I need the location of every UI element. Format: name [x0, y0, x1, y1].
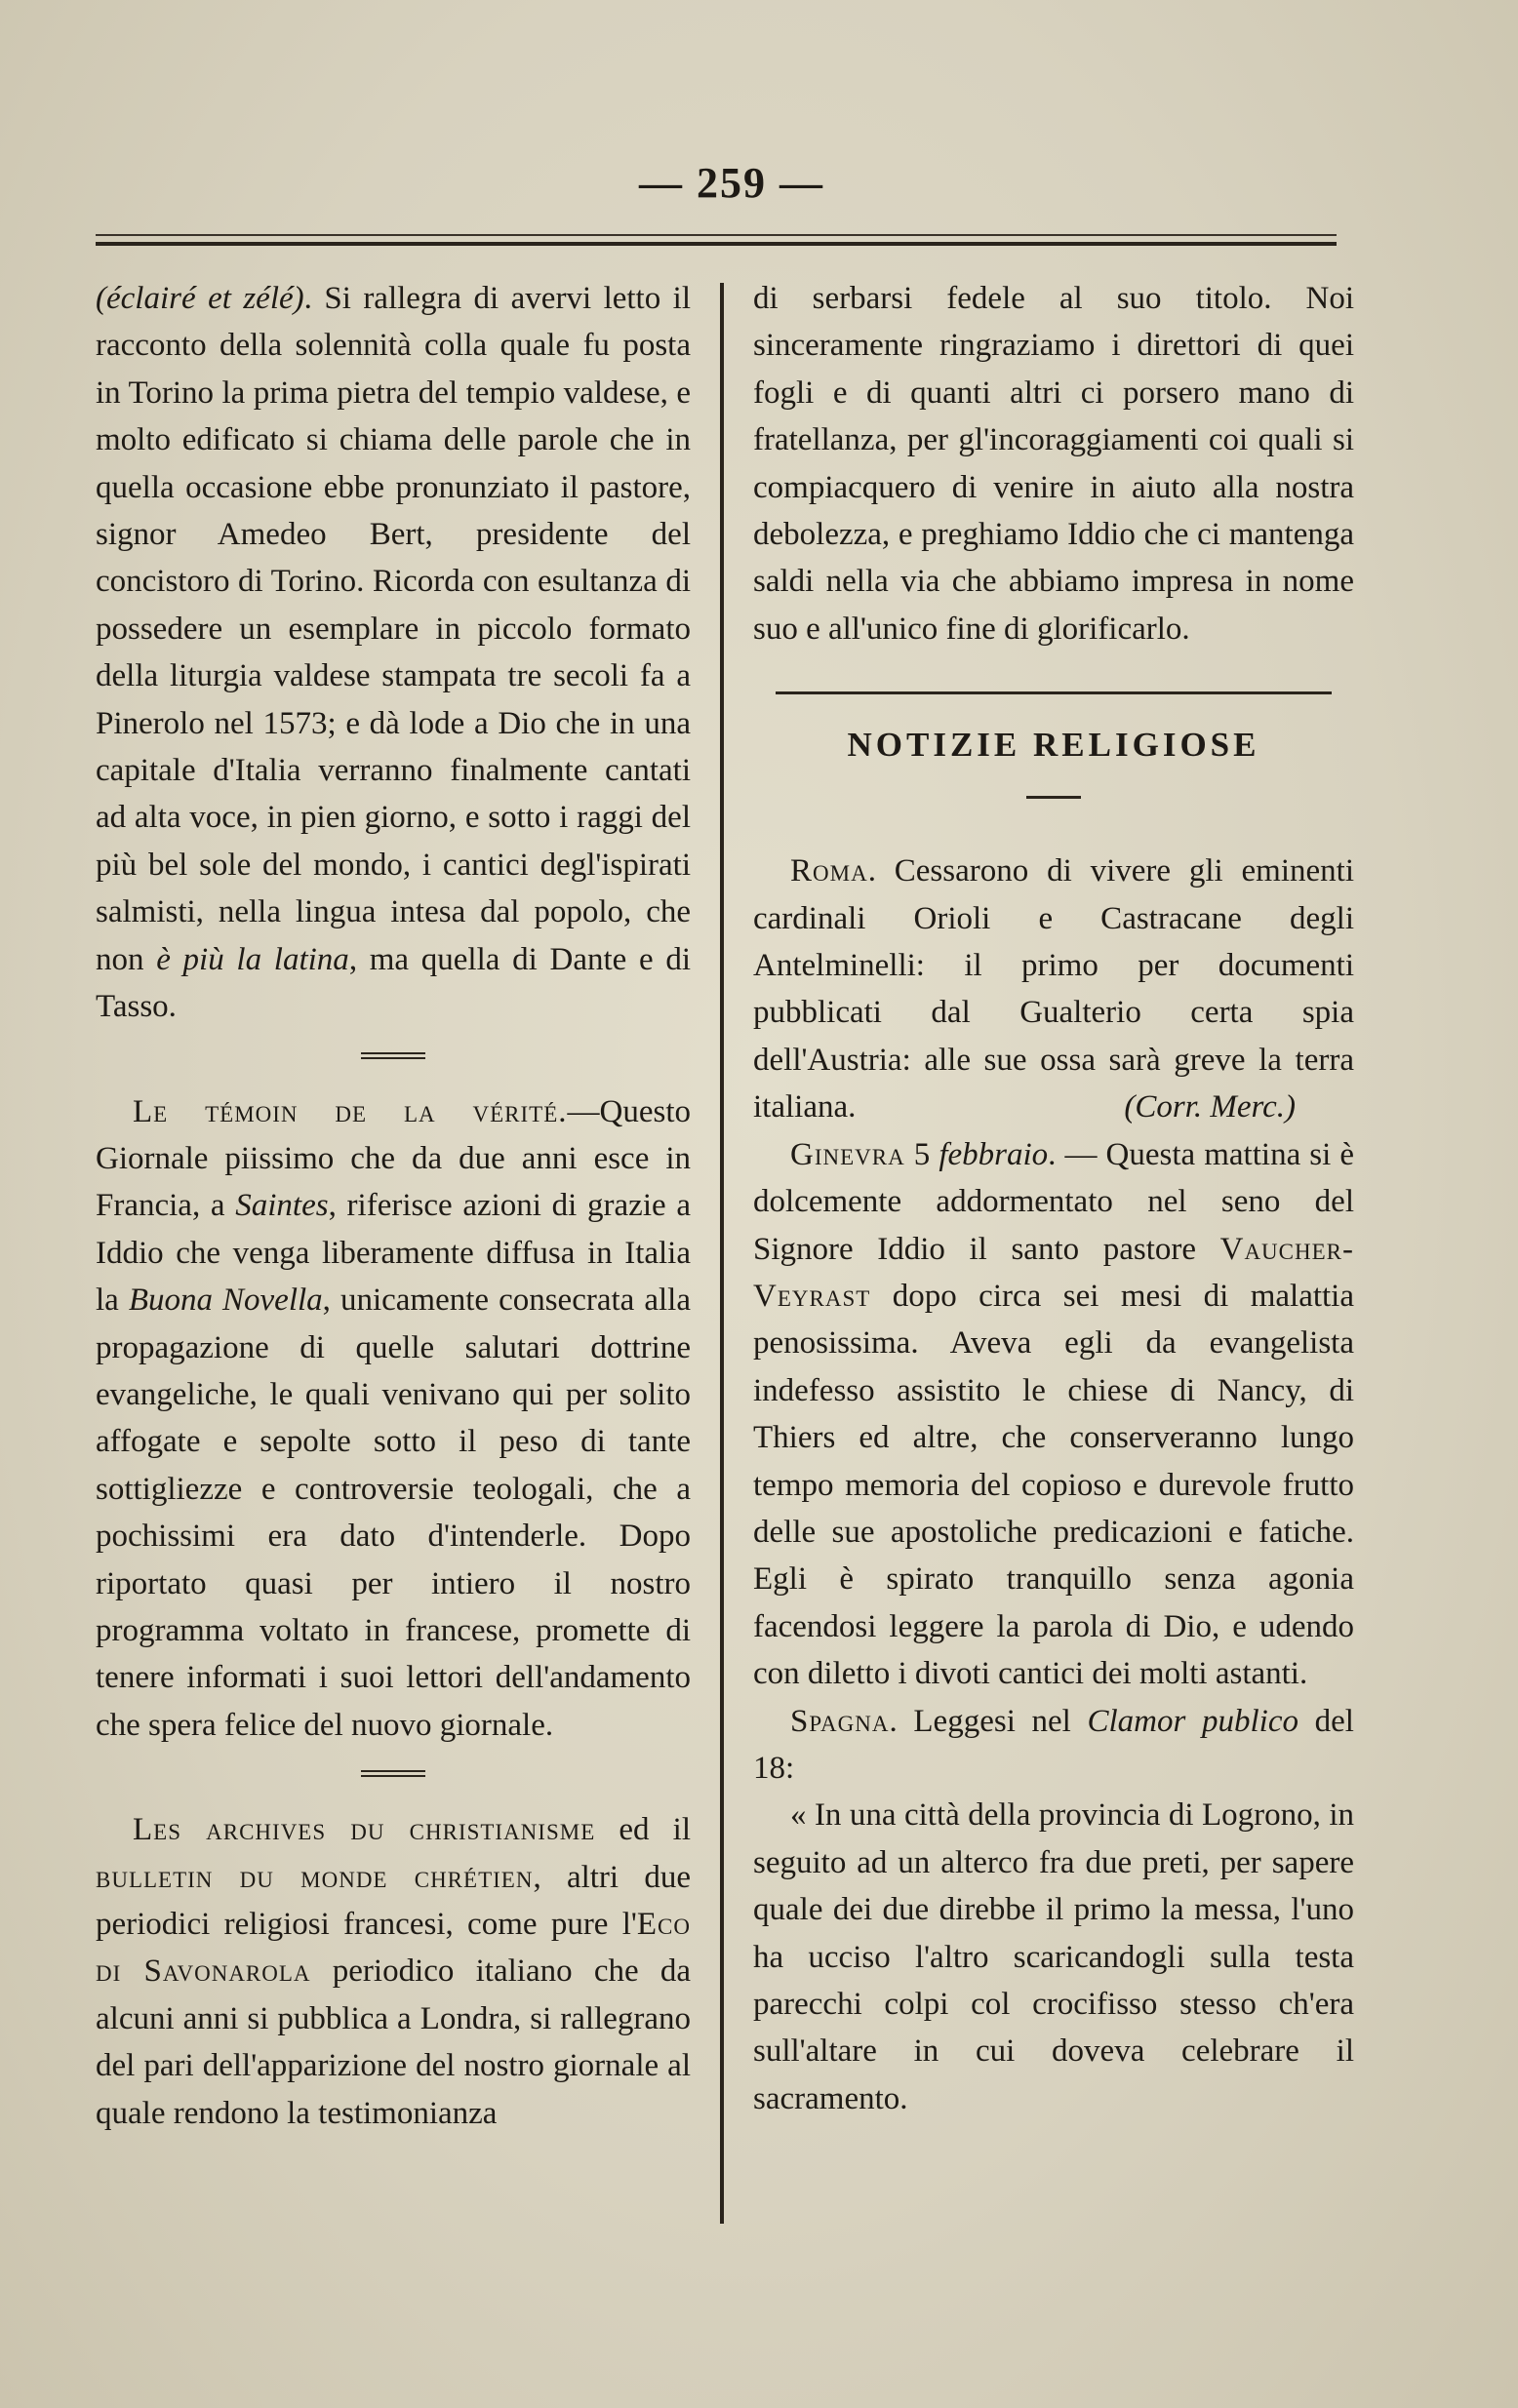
left-paragraph-2: Le témoin de la vérité.—Questo Giornale piissimo che da due anni esce in Francia, a Saintes, riferisce azioni di grazie a Iddio che venga liberamente diffusa in Italia la Buona Novella, unicamente consecrata alla propagazione di quelle salutari dottrine evangeliche, le quali venivano qui per solito affogate e sepolte sotto il peso di tante sottigliezze e controversie teologali, che a pochissimi era dato d'intenderle. Dopo riportato quasi per intiero il nostro programma voltato in francese, promette di tenere informati i suoi lettori dell'andamento che spera felice del nuovo giornale.	[96, 1093, 691, 1743]
header-rule	[96, 234, 1337, 246]
right-column	[753, 275, 1354, 2122]
separator	[361, 1052, 425, 1059]
place-name: Roma	[790, 853, 868, 889]
journal-name: bulletin du monde chrétien	[96, 1859, 534, 1895]
section-title: NOTIZIE RELIGIOSE	[847, 726, 1260, 765]
left-paragraph-3: Les archives du christianisme ed il bulletin du monde chrétien, altri due periodici religiosi francesi, come pure l'Eco di Savonarola periodico italiano che da alcuni anni si pubblica a Londra, si rallegrano del pari dell'apparizione del nostro giornale al quale rendono la testimonianza	[96, 1812, 691, 2131]
left-column	[96, 275, 691, 2137]
place-name: Spagna	[790, 1703, 890, 1739]
news-roma: Roma. Cessarono di vivere gli eminenti cardinali Orioli e Castracane degli Antelminelli: il primo per documenti pubblicati dal Gualterio certa spia dell'Austria: alle sue ossa sarà greve la terra italiana. (Corr. Merc.)	[753, 848, 1354, 1130]
italic-phrase: (éclairé et zélé)	[96, 281, 304, 316]
news-ginevra: Ginevra 5 febbraio. — Questa mattina si è dolcemente addormentato nel seno del Signore Iddio il santo pastore Vaucher-Veyrast dopo circa sei mesi di malattia penosissima. Aveva egli da evangelista indefesso assistito le chiese di Nancy, di Thiers ed altre, che conserveranno lungo tempo memoria del copioso e durevole frutto delle sue apostoliche predicazioni e fatiche. Egli è spirato tranquillo senza agonia facendosi leggere la parola di Dio, e udendo con diletto i divoti cantici dei molti astanti.	[753, 1136, 1354, 1692]
news-spagna: Spagna. Leggesi nel Clamor publico del 18:	[753, 1703, 1354, 1786]
journal-name: Le témoin de la vérité.	[133, 1093, 568, 1129]
source-citation: (Corr. Merc.)	[1124, 1089, 1296, 1125]
separator	[361, 1770, 425, 1777]
page-number: — 259 —	[639, 159, 824, 207]
news-quote: « In una città della provincia di Logrono, in seguito ad un alterco fra due preti, per sapere quale dei due direbbe il primo la messa, l'uno ha ucciso l'altro scaricandogli sulla testa parecchi colpi col crocifisso stesso ch'era sull'altare in cui doveva celebrare il sacramento.	[753, 1797, 1354, 2116]
right-paragraph-1: di serbarsi fedele al suo titolo. Noi sinceramente ringraziamo i direttori di quei fogli e di quanti altri ci porsero mano di fratellanza, per gl'incoraggiamenti coi quali si compiacquero di venire in aiuto alla nostra debolezza, e preghiamo Iddio che ci mantenga saldi nella via che abbiamo impresa in nome suo e all'unico fine di glorificarlo.	[753, 281, 1354, 647]
journal-name: Eco di Savonarola	[96, 1907, 691, 1990]
left-paragraph-1: (éclairé et zélé). Si rallegra di avervi letto il racconto della solennità colla quale fu posta in Torino la prima pietra del tempio valdese, e molto edificato si chiama delle parole che in quella occasione ebbe pronunziato il pastore, signor Amedeo Bert, presidente del concistoro di Torino. Ricorda con esultanza di possedere un esemplare in piccolo formato della liturgia valdese stampata tre secoli fa a Pinerolo nel 1573; e dà lode a Dio che in una capitale d'Italia verranno finalmente cantati ad alta voce, in pien giorno, e sotto i raggi del più bel sole del mondo, i cantici degl'ispirati salmisti, nella lingua intesa dal popolo, che non è più la latina, ma quella di Dante e di Tasso.	[96, 281, 692, 1025]
italic-phrase: è più la latina	[156, 941, 349, 977]
section-rule	[776, 691, 1332, 694]
column-divider	[720, 283, 724, 2224]
separator	[1026, 796, 1081, 799]
person-name: Vaucher-Veyrast	[753, 1231, 1354, 1314]
journal-name: Les archives du christianisme	[133, 1812, 596, 1848]
place-name: Ginevra	[790, 1136, 905, 1172]
